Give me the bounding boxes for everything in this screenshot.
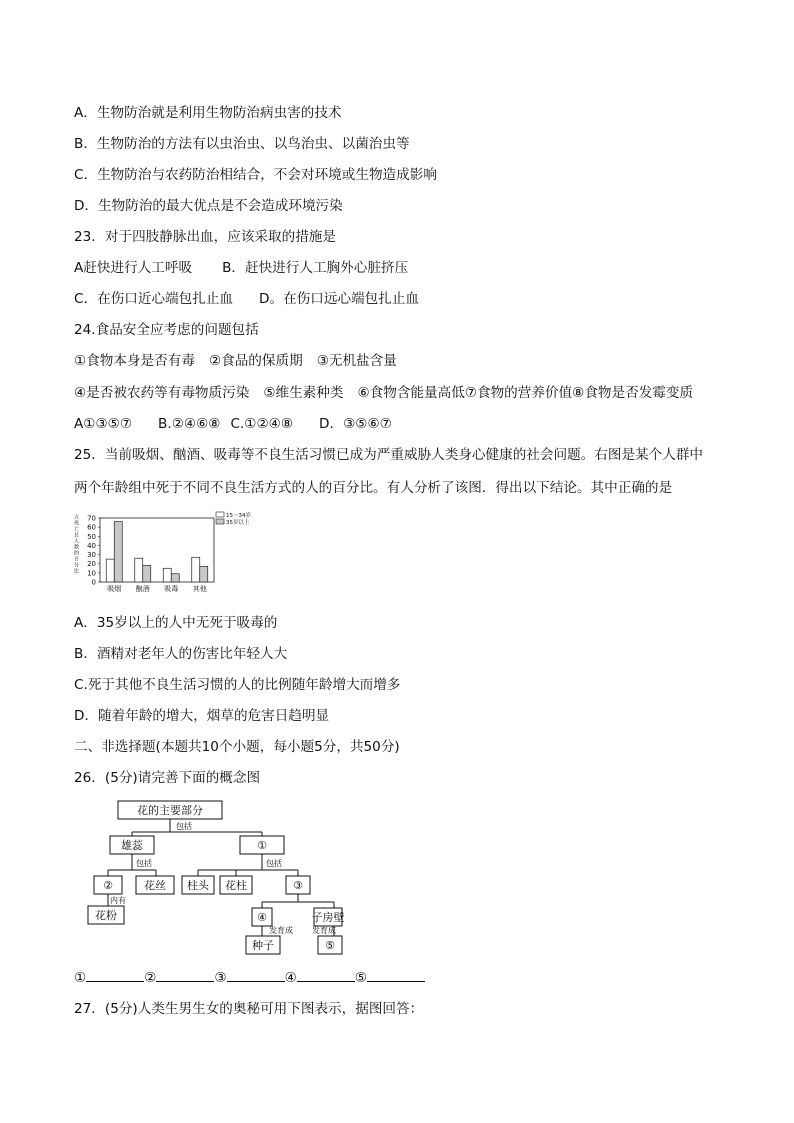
q22-option-b: B．生物防治的方法有以虫治虫、以鸟治虫、以菌治虫等 [74, 136, 410, 152]
q24-option-c: C.①②④⑧ [230, 416, 294, 432]
q24-item-6-8: ⑥食物含能量高低⑦食物的营养价值⑧食物是否发霉变质 [357, 385, 694, 401]
answer-blank-1[interactable] [86, 969, 144, 982]
legend-swatch [216, 519, 224, 524]
q24-stem: 24.食品安全应考虑的问题包括 [74, 322, 259, 338]
q24-items-row2 [74, 384, 693, 402]
q23-option-a: A赶快进行人工呼吸 [74, 260, 193, 276]
q26-blanks [74, 969, 425, 987]
q24-item-3: ③无机盐含量 [316, 353, 397, 369]
x-tick-label: 吸烟 [107, 585, 122, 593]
n5-label: ⑤ [325, 939, 335, 952]
q25-option-d: D．随着年龄的增大，烟草的危害日趋明显 [74, 708, 330, 724]
q24-options [74, 415, 392, 433]
root-label: 花的主要部分 [137, 804, 203, 817]
q27-stem: 27．(5分)人类生男生女的奥秘可用下图表示，据图回答： [74, 1001, 424, 1017]
y-tick-label: 50 [87, 532, 96, 541]
bar-吸毒-series0 [163, 568, 171, 582]
q25-option-b: B．酒精对老年人的伤害比年轻人大 [74, 646, 288, 662]
legend-label: 15～34岁 [226, 513, 251, 519]
blank-2-label: ② [144, 970, 157, 986]
q23-stem: 23．对于四肢静脉出血，应该采取的措施是 [74, 229, 336, 245]
x-tick-label: 其他 [192, 585, 207, 593]
n2-link-label: 内有 [110, 896, 126, 905]
answer-blank-2[interactable] [156, 969, 214, 982]
death-percentage-bar-chart [74, 508, 254, 598]
blank-4-label: ④ [284, 970, 297, 986]
bar-其他-series1 [200, 566, 208, 582]
q24-option-d: D．③⑤⑥⑦ [319, 416, 392, 432]
q25-option-c: C.死于其他不良生活习惯的人的比例随年龄增大而增多 [74, 677, 401, 693]
q24-option-a: A①③⑤⑦ [74, 416, 133, 432]
develop-link-label-2: 发育成 [312, 926, 336, 935]
n2-label: ② [103, 879, 113, 892]
n3-label: ③ [293, 879, 303, 892]
bar-酗酒-series1 [143, 566, 151, 582]
flower-concept-map [74, 798, 344, 958]
stamen-link-label: 包括 [136, 859, 152, 868]
answer-blank-5[interactable] [367, 969, 425, 982]
bar-吸毒-series1 [171, 574, 179, 582]
q25-stem-line2: 两个年龄组中死于不同不良生活方式的人的百分比。有人分析了该图．得出以下结论。其中正确的是 [74, 480, 673, 496]
bar-酗酒-series0 [135, 558, 143, 582]
q24-option-b: B.②④⑥⑧ [158, 416, 221, 432]
y-tick-label: 60 [87, 523, 96, 532]
answer-blank-3[interactable] [227, 969, 285, 982]
q23-option-c: C．在伤口近心端包扎止血 [74, 291, 234, 307]
ovary-wall-label: 子房壁 [311, 911, 345, 924]
bar-吸烟-series1 [114, 522, 122, 582]
filament-label: 花丝 [144, 879, 166, 892]
y-tick-label: 70 [87, 514, 96, 523]
y-tick-label: 0 [91, 578, 96, 587]
root-link-label: 包括 [176, 822, 192, 831]
q24-item-5: ⑤维生素种类 [263, 385, 344, 401]
q22-option-d: D．生物防治的最大优点是不会造成环境污染 [74, 198, 343, 214]
q26-stem: 26．(5分)请完善下面的概念图 [74, 770, 261, 786]
blank-3-label: ③ [214, 970, 227, 986]
q25-option-a: A．35岁以上的人中无死于吸毒的 [74, 615, 278, 631]
seed-label: 种子 [252, 939, 274, 952]
blank-5-label: ⑤ [354, 970, 367, 986]
y-tick-label: 10 [87, 569, 96, 578]
q23-options-cd [74, 290, 419, 308]
style-label: 花柱 [225, 879, 247, 892]
bar-吸烟-series0 [106, 559, 114, 582]
y-tick-label: 20 [87, 560, 96, 569]
q24-items-row1 [74, 352, 397, 370]
q23-options-ab [74, 259, 408, 277]
x-tick-label: 酗酒 [135, 585, 150, 593]
n1-link-label: 包括 [266, 859, 282, 868]
stamen-label: 雄蕊 [121, 839, 143, 852]
chart-ylabel: 占死亡总人数的百分比 [73, 514, 79, 574]
q24-item-4: ④是否被农药等有毒物质污染 [74, 385, 250, 401]
q23-option-b: B．赶快进行人工胸外心脏挤压 [222, 260, 409, 276]
blank-1-label: ① [74, 970, 87, 986]
q24-item-1: ①食物本身是否有毒 [74, 353, 195, 369]
y-tick-label: 30 [87, 551, 96, 560]
q25-stem-line1: 25．当前吸烟、酗酒、吸毒等不良生活习惯已成为严重威胁人类身心健康的社会问题。右图是某个人群中 [74, 447, 704, 463]
q23-option-d: D。在伤口远心端包扎止血 [259, 291, 420, 307]
q24-item-2: ②食品的保质期 [208, 353, 303, 369]
n4-label: ④ [257, 911, 267, 924]
pollen-label: 花粉 [95, 909, 117, 922]
bar-其他-series0 [192, 557, 200, 582]
legend-label: 35岁以上 [226, 520, 250, 526]
n1-label: ① [257, 839, 267, 852]
q22-option-a: A．生物防治就是利用生物防治病虫害的技术 [74, 105, 342, 121]
develop-link-label-1: 发育成 [269, 926, 293, 935]
y-tick-label: 40 [87, 541, 96, 550]
x-tick-label: 吸毒 [164, 585, 179, 593]
stigma-label: 柱头 [187, 879, 209, 892]
answer-blank-4[interactable] [297, 969, 355, 982]
section-heading: 二、非选择题(本题共10个小题，每小题5分，共50分) [74, 739, 400, 755]
legend-swatch [216, 512, 224, 517]
q22-option-c: C．生物防治与农药防治相结合，不会对环境或生物造成影响 [74, 167, 437, 183]
